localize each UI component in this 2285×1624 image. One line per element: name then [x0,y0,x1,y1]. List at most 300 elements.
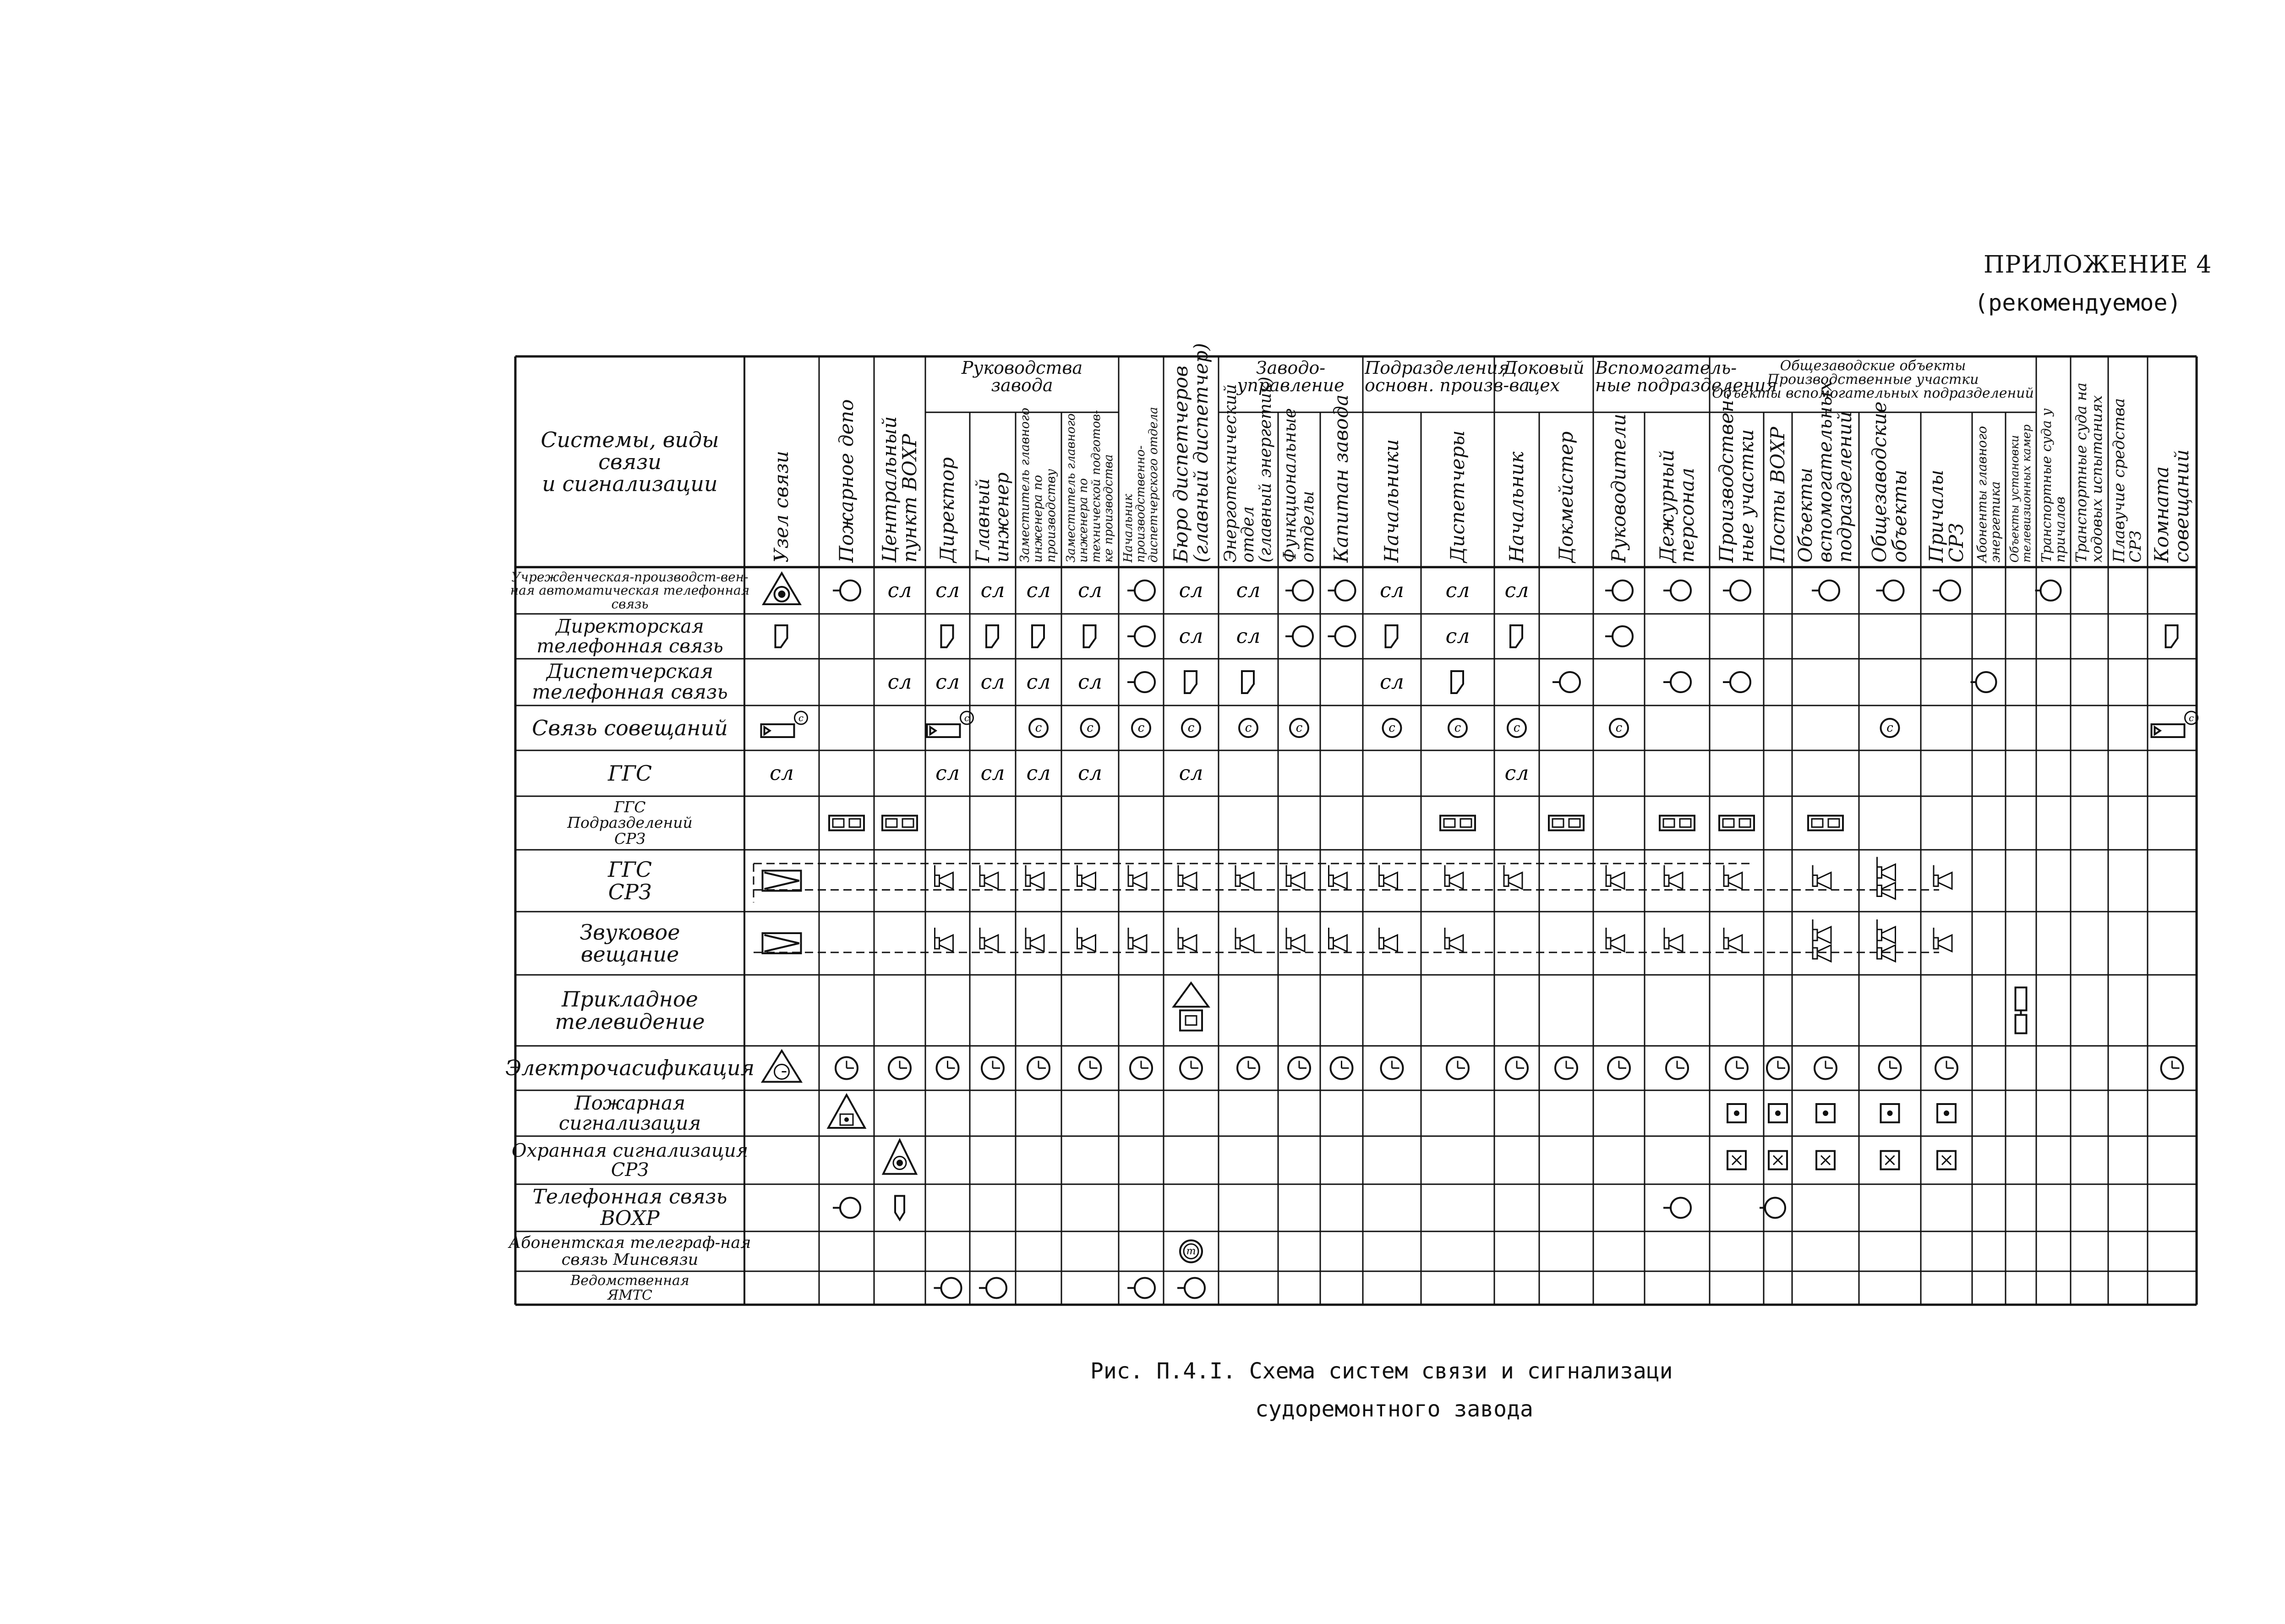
security-sensor-icon [1937,1151,1956,1170]
phone-icon [1328,626,1356,646]
row-label-line: СРЗ [611,1159,649,1181]
loudspeaker-icon [1178,928,1197,951]
loudspeaker-icon [1329,928,1347,951]
column-header [1494,412,1539,567]
row-label-line: Абонентская телеграф-ная [508,1233,751,1252]
director-phone-icon [941,625,953,647]
column-header [1921,412,1972,567]
intercom-panel-icon [1440,816,1475,831]
loudspeaker-icon [1379,865,1398,889]
cell-text: сл [1179,624,1203,648]
loudspeaker-icon [1379,928,1398,951]
cell-text: сл [1078,761,1102,785]
security-sensor-icon [1881,1151,1899,1170]
column-header [819,356,874,567]
loudspeaker-icon [1606,928,1624,951]
loudspeaker-icon [935,865,953,889]
security-sensor-icon [1727,1151,1746,1170]
column-header-line: совещаний [2170,449,2193,563]
column-header-line: инженер [992,472,1013,563]
conference-icon [1132,719,1150,737]
row-label-line: Телефонная связь [532,1185,727,1209]
cell-text: сл [1179,579,1203,602]
column-header-line: СРЗ [2126,530,2145,563]
column-header-line: ные участки [1735,429,1758,563]
phone-icon [1328,580,1356,601]
row-label [518,1091,742,1135]
phone-icon [1812,580,1839,601]
loudspeaker-icon [1235,928,1254,951]
clock-icon [1608,1057,1630,1079]
intercom-panel-icon [1549,816,1584,831]
row-label-line: сигнализация [558,1112,701,1134]
conference-icon [1081,719,1099,737]
loudspeaker-icon [1286,928,1305,951]
loudspeaker-icon [935,928,953,951]
clock-icon [1331,1057,1353,1079]
conference-icon-letter: c [1137,721,1145,735]
appendix-number: ПРИЛОЖЕНИЕ 4 [1984,251,2212,279]
loudspeaker-icon [1077,928,1096,951]
column-header-line: (главный энергетик) [1256,377,1275,563]
row-label [518,851,742,911]
column-header [2108,356,2148,567]
director-phone-icon [895,1196,904,1220]
column-header-line: инженера по [1077,478,1091,563]
loudspeaker-icon [1724,928,1742,951]
row-label-line: Ведомственная [570,1273,689,1289]
column-header-line: Абоненты главного [1974,426,1990,563]
column-header [1764,412,1792,567]
clock-icon [1726,1057,1748,1079]
row-label-line: связь [611,596,649,612]
row-label [518,660,742,705]
column-header-line: причалов [2052,496,2068,563]
cell-text: сл [1026,761,1051,785]
row-label-line: Охранная сигнализация [511,1140,749,1161]
phone-icon [1285,626,1313,646]
column-header-line: Плавучие средства [2110,398,2129,563]
phone-icon [1663,672,1691,692]
conference-icon-letter: c [1513,721,1520,735]
column-header [744,356,819,567]
loudspeaker-icon [1445,928,1463,951]
loudspeaker-icon [1286,865,1305,889]
conference-icon-letter: c [1087,721,1093,735]
cell-text: сл [980,579,1005,602]
group-header-line: цех [1527,375,1560,395]
group-header-line: основн. произв-ва [1365,375,1530,395]
column-header-line: Общезаводские [1868,401,1891,563]
row-label-line: ЯМТС [607,1287,652,1303]
column-header [1792,381,1859,567]
phone-icon [1552,672,1580,692]
conference-icon [1881,719,1899,737]
cell-text: сл [770,761,794,785]
column-header-line: Начальники [1380,439,1403,563]
column-header [1710,393,1764,567]
group-header-line: Вспомогатель- [1595,358,1737,378]
conference-icon [1239,719,1257,737]
phone-icon [833,580,860,601]
cell-text: сл [935,579,960,602]
column-header [874,356,925,567]
teletype-icon [1180,1241,1202,1263]
intercom-panel-icon [882,816,917,831]
amplifier-icon [763,871,801,891]
loudspeaker-icon [1934,865,1952,889]
phone-icon [934,1278,962,1298]
loudspeaker-icon [1504,865,1522,889]
loudspeaker-icon [1235,865,1254,889]
clock-icon [836,1057,858,1079]
clock-icon [1381,1057,1403,1079]
conference-icon-letter: c [1035,721,1042,735]
column-header [1972,412,2006,567]
loudspeaker-icon [1026,865,1044,889]
column-header-line: (главный диспетчер) [1189,343,1212,563]
column-header-line: Узел связи [770,451,793,563]
director-phone-icon [1084,625,1096,647]
clock-icon [937,1057,959,1079]
cell-text: сл [1026,670,1051,694]
clock-icon [1079,1057,1101,1079]
column-header-line: отделы [1297,491,1317,563]
group-header [1365,358,1530,410]
phone-icon [2035,580,2061,601]
group-header-line: завода [991,375,1053,395]
clock-icon [1180,1057,1202,1079]
corner-header-line: и сигнализации [542,471,718,497]
row-label [510,568,750,613]
master-clock-icon [763,1051,801,1082]
column-header-line: ходовых испытаниях [2088,395,2105,563]
row-label [518,1185,742,1230]
corner-header-line: связи [598,449,661,474]
clock-icon [982,1057,1004,1079]
loudspeaker-icon [1026,928,1044,951]
column-header [1539,412,1593,567]
cell-text: сл [1026,579,1051,602]
column-header [1164,343,1219,567]
loudspeaker-icon [980,865,998,889]
phone-icon [1285,580,1313,601]
group-header [1496,359,1591,410]
group-header-line: Объекты вспомогательных подразделений [1712,385,2034,401]
column-header [1119,356,1164,567]
column-header-line: Функциональные [1280,408,1300,563]
fire-detector-icon [1937,1104,1956,1122]
column-header-line: диспетчерского отдела [1146,407,1160,563]
row-label-line: Пожарная [574,1091,686,1114]
corner-header [520,361,740,563]
column-header-line: персонал [1675,467,1698,563]
row-label [508,1232,751,1270]
clock-icon [1447,1057,1469,1079]
director-phone-icon [1185,671,1197,693]
group-header [927,359,1117,410]
conference-icon-letter: c [1187,721,1195,735]
column-header [2006,412,2036,567]
phone-icon [1127,672,1155,692]
group-header-line: Общезаводские объекты [1780,358,1966,374]
conference-icon [1383,719,1401,737]
row-label-line: ВОХР [600,1206,660,1230]
cell-text: сл [1445,624,1470,648]
column-header [970,412,1016,567]
fire-detector-icon [1881,1104,1899,1122]
row-label [518,1272,742,1304]
column-header-line: Главный [973,478,994,563]
row-label [505,1047,755,1089]
loudspeaker-icon [1178,865,1197,889]
cell-text: сл [980,670,1005,694]
column-header-line: Пожарное депо [835,399,858,563]
cell-text: сл [1504,579,1529,602]
figure-caption: Рис. П.4.I. Схема систем связи и сигнализаци [1090,1358,1673,1384]
row-label-line: СРЗ [608,879,652,904]
phone-icon [1971,672,1996,692]
cell-text: сл [980,761,1005,785]
loudspeaker-icon [1128,928,1147,951]
row-label-line: ГГС [607,857,652,882]
amplifier-icon [763,933,801,953]
fire-detector-icon [1769,1104,1787,1122]
clock-icon [1767,1057,1789,1079]
cell-text: сл [1380,579,1404,602]
group-header-line: Подразделения [1365,358,1509,378]
group-header-line: управление [1237,375,1345,395]
row-label-line: телефонная связь [532,681,728,704]
column-header-line: производству [1044,469,1059,563]
cell-text: сл [935,761,960,785]
loudspeaker-icon [1445,865,1463,889]
fire-alarm-station-icon [828,1095,865,1128]
director-phone-icon [1510,625,1522,647]
row-label [518,797,742,849]
phone-icon [1127,580,1155,601]
clock-icon [1028,1057,1050,1079]
column-header [1593,412,1645,567]
cell-text: сл [1078,579,1102,602]
column-header [1363,412,1421,567]
column-header [2071,356,2108,567]
row-label [511,1137,749,1183]
column-header-line: Бюро диспетчеров [1169,366,1192,563]
column-header-line: Руководители [1607,414,1630,563]
cell-text: сл [1078,670,1102,694]
column-header [2036,356,2071,567]
column-header-line: производственно- [1134,445,1148,563]
column-header-line: Производствен- [1715,393,1738,563]
column-header-line: СРЗ [1945,523,1968,563]
column-header-line: Начальник [1505,451,1528,563]
loudspeaker-icon [1877,919,1896,943]
column-header-line: ке производства [1101,454,1115,563]
conference-icon-letter: c [798,712,804,723]
column-header [1278,408,1320,567]
phone-icon [1723,580,1750,601]
column-header [1859,401,1921,567]
conference-icon-letter: c [1245,721,1252,735]
column-header [1320,394,1363,567]
conference-icon [1182,719,1200,737]
intercom-panel-icon [1660,816,1695,831]
group-header-line: Заводо- [1256,358,1326,378]
column-header-line: Транспортные суда на [2072,382,2090,563]
column-header-line: Объекты установки [2008,435,2022,563]
clock-icon [889,1057,911,1079]
column-header-line: пункт ВОХР [898,434,921,563]
loudspeaker-icon [1813,919,1831,943]
column-header-line: Энерготехнический [1221,384,1241,563]
column-header-line: телевизионных камер [2020,424,2034,563]
cell-text: сл [935,670,960,694]
column-header-line: объекты [1888,470,1911,563]
phone-icon [1127,626,1155,646]
column-header-line: Докмейстер [1554,431,1577,563]
director-phone-icon [1032,625,1044,647]
group-header-line: Доковый [1503,358,1585,378]
column-header-line: Причалы [1924,470,1947,563]
fire-detector-icon [1727,1104,1746,1122]
conference-icon [1449,719,1467,737]
row-label-line: СРЗ [614,829,645,848]
group-header-line: Руководства [961,358,1083,378]
cell-text: сл [1236,579,1261,602]
loudspeaker-icon [1329,865,1347,889]
director-phone-icon [1242,671,1254,693]
phone-icon [833,1198,860,1218]
row-label-line: телефонная связь [536,635,723,657]
row-label-line: Директорская [556,615,704,637]
column-header-line: Посты ВОХР [1766,427,1789,563]
clock-icon [1935,1057,1957,1079]
group-header [1595,358,1777,410]
cell-text: сл [887,670,912,694]
column-header [925,412,970,567]
column-header-line: Центральный [878,416,901,563]
clock-icon [1237,1057,1259,1079]
security-sensor-icon [1769,1151,1787,1170]
clock-icon [1815,1057,1837,1079]
loudspeaker-icon [980,928,998,951]
column-header-line: подразделений [1834,411,1856,563]
column-header-line: Заместитель главного [1064,413,1078,563]
exchange-node-icon [764,573,800,604]
tv-monitor-icon [1174,983,1208,1031]
column-header [1061,412,1119,567]
conference-icon-letter: c [1296,721,1303,735]
loudspeaker-icon [1877,857,1896,881]
conference-terminal-icon [927,711,973,737]
conference-icon [1029,719,1048,737]
row-label [518,706,742,749]
cell-text: сл [1504,761,1529,785]
director-phone-icon [1451,671,1463,693]
row-label [518,751,742,795]
phone-icon [1933,580,1960,601]
phone-icon [1605,580,1633,601]
director-phone-icon [776,625,787,647]
row-label [518,615,742,658]
clock-icon [2161,1057,2183,1079]
conference-icon [1290,719,1308,737]
clock-icon [1555,1057,1577,1079]
row-label-line: ная автоматическая телефонная [510,583,750,598]
phone-icon [1127,1278,1155,1298]
intercom-panel-icon [1719,816,1754,831]
loudspeaker-icon [1724,865,1742,889]
column-header-line: Комната [2150,466,2173,563]
intercom-panel-icon [1808,816,1843,831]
clock-icon [1879,1057,1901,1079]
row-label-line: Учрежденческая-производст-вен- [511,569,749,585]
row-label-line: Подразделений [567,814,693,832]
column-header-line: Транспортные суда у [2039,408,2055,563]
column-header [1219,377,1278,567]
column-header-line: вспомогательных [1814,381,1837,563]
column-header [2148,356,2197,567]
column-header-line: Объекты [1794,468,1817,563]
security-alarm-station-icon [883,1140,916,1174]
conference-icon-letter: c [1388,721,1395,735]
conference-icon-letter: c [1454,721,1461,735]
column-header-line: Дежурный [1655,449,1678,563]
row-label-line: вещание [580,942,679,967]
column-header-line: Диспетчеры [1446,430,1469,563]
column-header-line: Заместитель главного [1018,407,1033,563]
loudspeaker-icon [1664,865,1683,889]
teletype-icon-letter: т [1186,1246,1196,1257]
clock-icon [1666,1057,1688,1079]
cell-text: сл [1179,761,1203,785]
conference-terminal-icon [2152,711,2198,737]
phone-icon [1663,1198,1691,1218]
column-header-line: Начальник [1121,494,1136,563]
conference-icon-letter: c [1615,721,1623,735]
cell-text: сл [1445,579,1470,602]
fire-detector-icon [1816,1104,1835,1122]
clock-icon [1130,1057,1152,1079]
column-header-line: Директор [936,457,959,563]
appendix-status: (рекомендуемое) [1974,290,2181,316]
column-header-line: отдел [1239,506,1258,563]
column-header-line: технической подготов- [1089,410,1103,563]
column-header [1016,407,1061,567]
cell-text: сл [1380,670,1404,694]
clock-icon [1288,1057,1310,1079]
phone-icon [1723,672,1750,692]
row-label-line: Электрочасификация [505,1055,755,1081]
phone-icon [979,1278,1006,1298]
loudspeaker-icon [1664,928,1683,951]
figure-caption-subtitle: судоремонтного завода [1255,1396,1533,1422]
group-header-line: Производственные участки [1767,372,1979,388]
row-label [518,976,742,1045]
column-header [1421,412,1494,567]
row-label-line: Прикладное [562,987,698,1012]
cell-text: сл [887,579,912,602]
conference-icon-letter: c [2188,712,2194,723]
phone-icon [1663,580,1691,601]
conference-icon [1508,719,1526,737]
group-header-line: ные подразделения [1595,375,1777,395]
column-header-line: энергетика [1988,481,2003,563]
conference-icon-letter: c [964,712,970,723]
loudspeaker-icon [1128,865,1147,889]
row-label-line: Диспетчерская [546,660,714,683]
